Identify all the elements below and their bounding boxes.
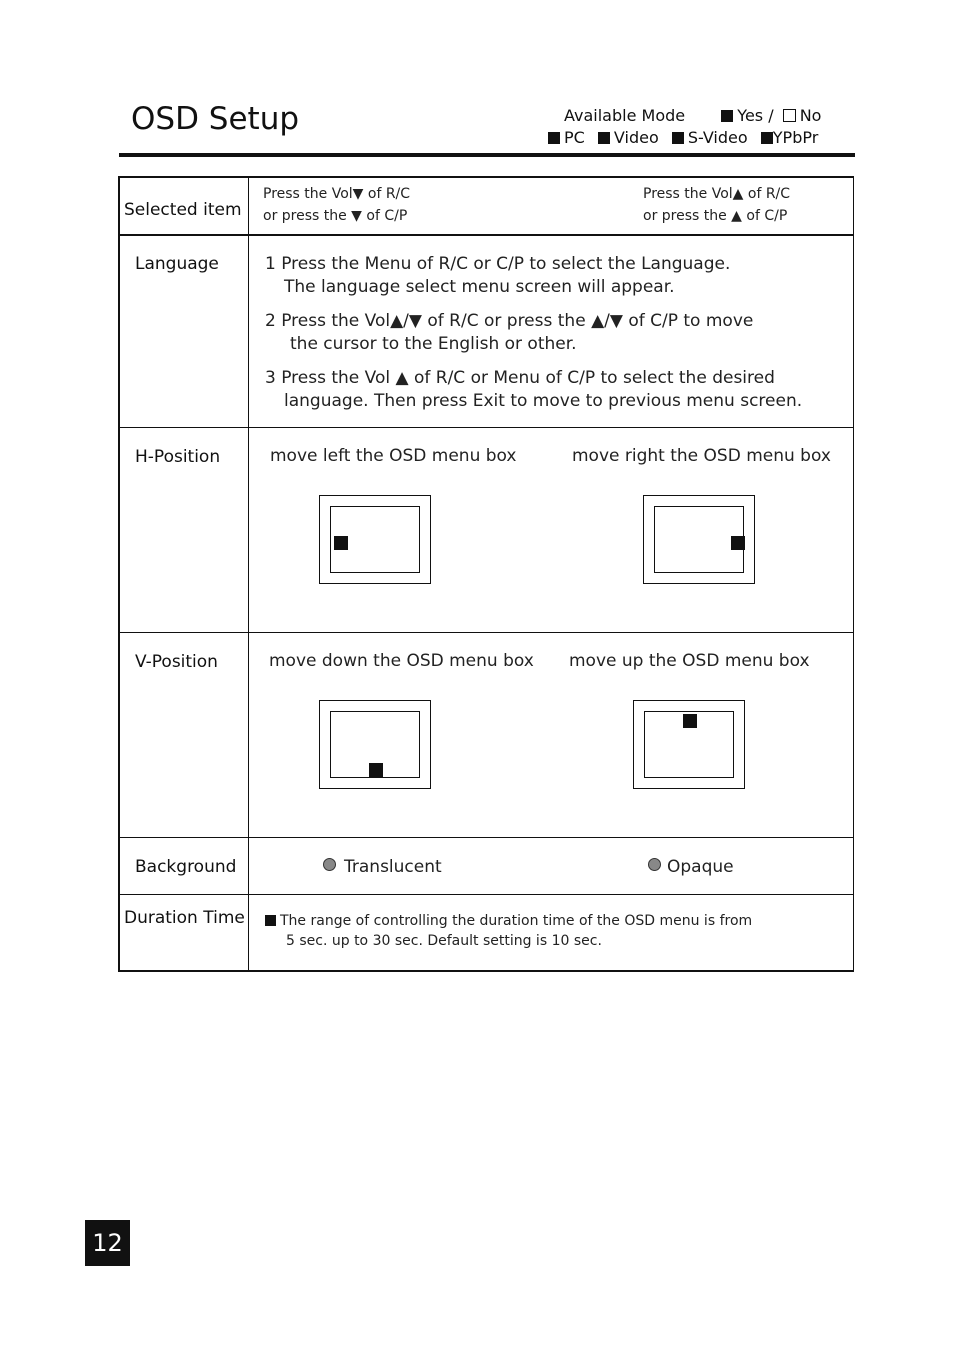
language-step3-line2: language. Then press Exit to move to previous menu screen. xyxy=(284,391,803,411)
h-position-left-caption: move left the OSD menu box xyxy=(270,446,517,466)
header-rule xyxy=(119,153,855,157)
screen-diagram-down xyxy=(319,700,431,789)
radio-dot-icon xyxy=(648,858,661,871)
screen-diagram-up xyxy=(633,700,745,789)
row-divider xyxy=(120,234,853,236)
duration-note-line2: 5 sec. up to 30 sec. Default setting is 10 sec. xyxy=(286,933,602,949)
v-position-left-caption: move down the OSD menu box xyxy=(269,651,534,671)
legend-no: No xyxy=(799,106,822,125)
page-number: 12 xyxy=(85,1220,130,1266)
osd-box-marker xyxy=(683,714,697,728)
screen-diagram-right xyxy=(643,495,755,584)
filled-square-icon xyxy=(672,132,684,144)
osd-setup-table xyxy=(118,176,854,972)
header-left-line1: Press the Vol▼ of R/C xyxy=(263,186,411,202)
header-right-line1: Press the Vol▲ of R/C xyxy=(643,186,791,202)
header-right-line2: or press the ▲ of C/P xyxy=(643,208,788,224)
empty-square-icon xyxy=(783,109,796,122)
language-step3-line1: 3 Press the Vol ▲ of R/C or Menu of C/P to select the desired xyxy=(265,368,775,388)
background-label: Background xyxy=(135,857,237,877)
column-divider xyxy=(248,178,249,970)
row-divider xyxy=(120,632,853,633)
filled-square-icon xyxy=(548,132,560,144)
background-option-translucent: Translucent xyxy=(323,858,442,876)
language-step2-line2: the cursor to the English or other. xyxy=(290,334,577,354)
duration-note-line1: The range of controlling the duration time of the OSD menu is from xyxy=(265,914,752,928)
language-step1-line1: 1 Press the Menu of R/C or C/P to select the Language. xyxy=(265,254,731,274)
h-position-right-caption: move right the OSD menu box xyxy=(572,446,831,466)
row-divider xyxy=(120,837,853,838)
mode-video: Video xyxy=(613,128,659,147)
row-divider xyxy=(120,894,853,895)
v-position-label: V-Position xyxy=(135,652,218,672)
page-title: OSD Setup xyxy=(131,101,300,137)
filled-square-icon xyxy=(761,132,773,144)
duration-time-label: Duration Time xyxy=(124,908,245,928)
osd-box-marker xyxy=(334,536,348,550)
header-selected-item: Selected item xyxy=(124,200,242,220)
language-step2-line1: 2 Press the Vol▲/▼ of R/C or press the ▲/▼ of C/P to move xyxy=(265,311,754,331)
available-mode-legend xyxy=(564,108,821,124)
background-option-opaque: Opaque xyxy=(648,858,734,876)
screen-diagram-left xyxy=(319,495,431,584)
filled-square-icon xyxy=(265,915,276,926)
osd-box-marker xyxy=(731,536,745,550)
legend-yes: Yes / xyxy=(737,106,774,125)
mode-pc: PC xyxy=(564,128,585,147)
available-mode-label: Available Mode xyxy=(564,106,686,125)
h-position-label: H-Position xyxy=(135,447,221,467)
language-step1-line2: The language select menu screen will appear. xyxy=(284,277,675,297)
header-left-line2: or press the ▼ of C/P xyxy=(263,208,408,224)
filled-square-icon xyxy=(598,132,610,144)
mode-ypbpr: YPbPr xyxy=(772,128,819,147)
v-position-right-caption: move up the OSD menu box xyxy=(569,651,810,671)
osd-box-marker xyxy=(369,763,383,777)
row-divider xyxy=(120,427,853,428)
mode-list xyxy=(548,130,818,146)
language-label: Language xyxy=(135,254,219,274)
mode-s-video: S-Video xyxy=(687,128,748,147)
radio-dot-icon xyxy=(323,858,336,871)
filled-square-icon xyxy=(721,110,733,122)
